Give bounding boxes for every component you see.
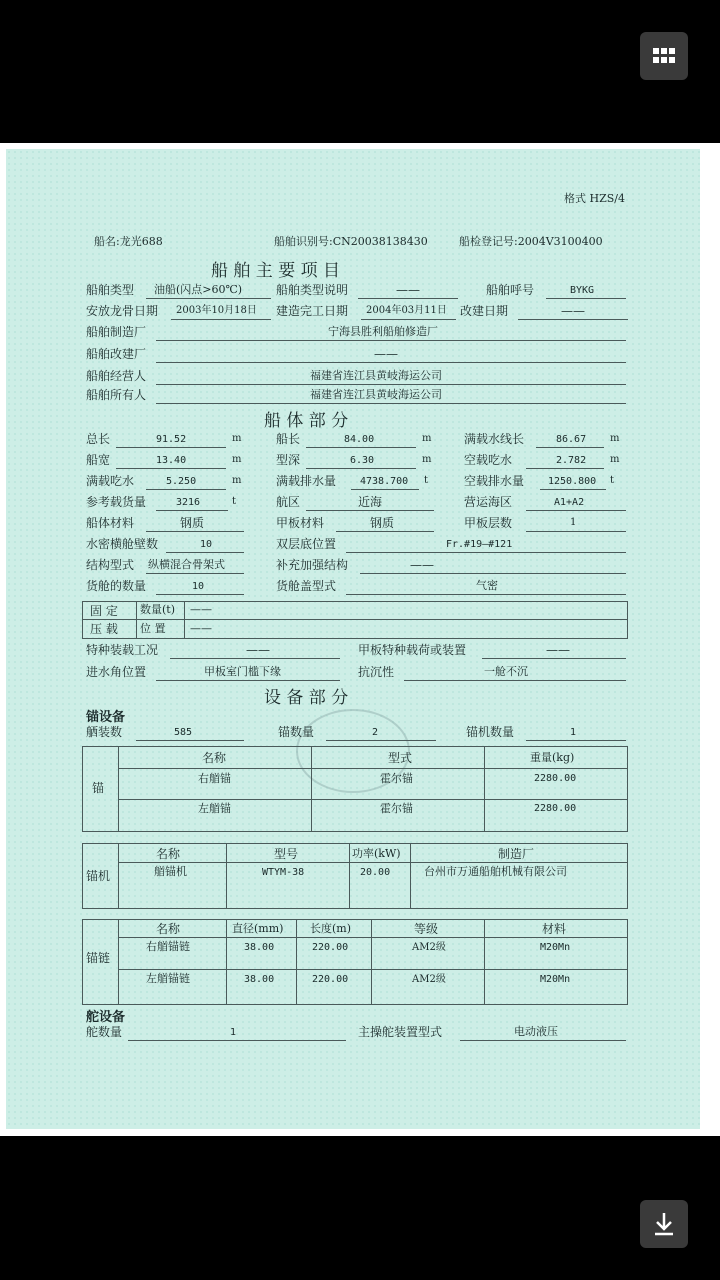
windlass-row-1-name: 艏锚机 bbox=[154, 865, 187, 878]
anchor-count-value: 2 bbox=[372, 727, 379, 738]
underline bbox=[116, 447, 226, 448]
lbp-label: 船长 bbox=[276, 432, 301, 446]
underline bbox=[156, 362, 626, 363]
grid-dot bbox=[661, 48, 667, 54]
windlass-header-name: 名称 bbox=[156, 847, 181, 861]
table-line bbox=[296, 919, 297, 1004]
underline bbox=[351, 489, 419, 490]
anchor-row-1-weight: 2280.00 bbox=[534, 773, 577, 784]
table-line bbox=[118, 919, 119, 1004]
light-displacement-value: 1250.800 bbox=[548, 476, 597, 487]
ship-name: 船名:龙光688 bbox=[94, 235, 163, 248]
chain-row-2-diameter: 38.00 bbox=[244, 974, 275, 985]
rebuilder-value: —— bbox=[374, 347, 398, 361]
table-line bbox=[118, 969, 627, 970]
table-line bbox=[484, 746, 485, 831]
deck-special-load-value: —— bbox=[546, 643, 570, 657]
navigation-area-value: 近海 bbox=[358, 495, 383, 509]
chain-row-1-name: 右艏锚链 bbox=[146, 940, 190, 953]
underline bbox=[156, 680, 340, 681]
anchor-row-2-name: 左艏锚 bbox=[198, 802, 231, 815]
table-line bbox=[118, 862, 627, 863]
underline bbox=[146, 573, 244, 574]
document-image bbox=[0, 143, 720, 1136]
underline bbox=[361, 319, 456, 320]
keel-date-value: 2003年10月18日 bbox=[176, 305, 257, 316]
windlass-count-label: 锚机数量 bbox=[466, 725, 515, 739]
navigation-area-label: 航区 bbox=[276, 495, 301, 509]
unit-m: m bbox=[610, 433, 620, 444]
keel-date-label: 安放龙骨日期 bbox=[86, 304, 159, 318]
deck-special-load-label: 甲板特种载荷或装置 bbox=[358, 643, 467, 657]
table-line bbox=[349, 843, 350, 908]
structure-value: 纵横混合骨架式 bbox=[148, 558, 225, 571]
underline bbox=[526, 740, 626, 741]
grid-dot bbox=[669, 57, 675, 63]
registry-number: 船检登记号:2004V3100400 bbox=[459, 235, 603, 248]
deck-material-value: 钢质 bbox=[370, 516, 395, 530]
chain-row-2-name: 左艏锚链 bbox=[146, 972, 190, 985]
chain-row-2-material: M20Mn bbox=[540, 974, 571, 985]
chain-row-1-length: 220.00 bbox=[312, 942, 349, 953]
unit-m: m bbox=[610, 454, 620, 465]
built-date-label: 建造完工日期 bbox=[276, 304, 349, 318]
chain-row-1-grade: AM2级 bbox=[412, 942, 446, 953]
underline bbox=[326, 740, 436, 741]
table-line bbox=[82, 619, 627, 620]
ballast-position-label: 位 置 bbox=[140, 622, 166, 635]
download-button[interactable] bbox=[640, 1200, 688, 1248]
download-icon bbox=[650, 1210, 678, 1238]
operator-label: 船舶经营人 bbox=[86, 369, 147, 383]
modification-date-value: —— bbox=[561, 304, 585, 318]
underline bbox=[482, 658, 626, 659]
anchor-header-type: 型式 bbox=[388, 751, 413, 765]
beam-label: 船宽 bbox=[86, 453, 111, 467]
anchor-row-1-type: 霍尔锚 bbox=[380, 772, 413, 785]
rudder-count-value: 1 bbox=[230, 1027, 237, 1038]
anchor-count-label: 锚数量 bbox=[278, 725, 315, 739]
underline bbox=[546, 298, 626, 299]
underline bbox=[518, 319, 628, 320]
callsign-label: 船舶呼号 bbox=[486, 283, 535, 297]
chain-row-1-material: M20Mn bbox=[540, 942, 571, 953]
grid-dot bbox=[661, 57, 667, 63]
callsign-value: BYKG bbox=[570, 285, 595, 296]
underline bbox=[166, 552, 244, 553]
reinforcement-label: 补充加强结构 bbox=[276, 558, 349, 572]
full-draft-value: 5.250 bbox=[166, 476, 197, 487]
ballast-quantity-label: 数量(t) bbox=[140, 603, 176, 616]
underline bbox=[116, 468, 226, 469]
underline bbox=[156, 403, 626, 404]
full-displacement-label: 满载排水量 bbox=[276, 474, 337, 488]
underline bbox=[156, 384, 626, 385]
ballast-ballast-label: 压 载 bbox=[90, 622, 118, 636]
certificate-sheet bbox=[6, 149, 700, 1129]
grid-menu-button[interactable] bbox=[640, 32, 688, 80]
underline bbox=[156, 510, 228, 511]
underline bbox=[540, 489, 606, 490]
table-line bbox=[226, 919, 227, 1004]
windlass-header-power: 功率(kW) bbox=[352, 847, 401, 860]
chain-header-grade: 等级 bbox=[414, 922, 439, 936]
windlass-row-1-maker: 台州市万通船舶机械有限公司 bbox=[424, 865, 567, 878]
steering-gear-label: 主操舵装置型式 bbox=[358, 1025, 443, 1039]
loa-value: 91.52 bbox=[156, 434, 187, 445]
double-bottom-value: Fr.#19—#121 bbox=[446, 539, 513, 550]
underline bbox=[360, 573, 626, 574]
table-line bbox=[118, 843, 119, 908]
grid-dot bbox=[653, 57, 659, 63]
equipment-number-value: 585 bbox=[174, 727, 193, 738]
full-draft-label: 满载吃水 bbox=[86, 474, 135, 488]
depth-value: 6.30 bbox=[350, 455, 375, 466]
underline bbox=[146, 489, 226, 490]
underline bbox=[346, 552, 626, 553]
unit-m: m bbox=[232, 475, 242, 486]
hull-material-label: 船体材料 bbox=[86, 516, 135, 530]
underline bbox=[136, 740, 244, 741]
deck-count-value: 1 bbox=[570, 517, 577, 528]
table-line bbox=[136, 601, 137, 638]
windlass-count-value: 1 bbox=[570, 727, 577, 738]
underline bbox=[460, 1040, 626, 1041]
bulkheads-label: 水密横舱壁数 bbox=[86, 537, 159, 551]
anchor-row-2-type: 霍尔锚 bbox=[380, 802, 413, 815]
chain-header-material: 材料 bbox=[542, 922, 567, 936]
chain-row-2-grade: AM2级 bbox=[412, 974, 446, 985]
anchor-equipment-heading: 锚设备 bbox=[86, 710, 126, 725]
modification-date-label: 改建日期 bbox=[460, 304, 509, 318]
underline bbox=[526, 531, 626, 532]
unsinkability-value: 一舱不沉 bbox=[484, 665, 528, 678]
owner-value: 福建省连江县黄岐海运公司 bbox=[310, 388, 442, 401]
hatch-cover-label: 货舱盖型式 bbox=[276, 579, 337, 593]
chain-header-length: 长度(m) bbox=[310, 922, 352, 935]
lwl-label: 满载水线长 bbox=[464, 432, 525, 446]
table-line bbox=[118, 768, 627, 769]
unit-m: m bbox=[232, 433, 242, 444]
full-displacement-value: 4738.700 bbox=[360, 476, 409, 487]
unit-t: t bbox=[232, 496, 237, 507]
table-line bbox=[311, 746, 312, 831]
underline bbox=[146, 298, 271, 299]
table-line bbox=[371, 919, 372, 1004]
built-date-value: 2004年03月11日 bbox=[366, 305, 447, 316]
builder-value: 宁海县胜利船舶修造厂 bbox=[328, 325, 438, 338]
table-line bbox=[410, 843, 411, 908]
ballast-quantity-value: —— bbox=[190, 603, 212, 616]
light-displacement-label: 空载排水量 bbox=[464, 474, 525, 488]
format-code: 格式 HZS/4 bbox=[564, 192, 625, 205]
chain-header-name: 名称 bbox=[156, 922, 181, 936]
steering-gear-value: 电动液压 bbox=[514, 1025, 558, 1038]
operator-value: 福建省连江县黄岐海运公司 bbox=[310, 369, 442, 382]
unit-t: t bbox=[424, 475, 429, 486]
light-draft-value: 2.782 bbox=[556, 455, 587, 466]
hull-material-value: 钢质 bbox=[180, 516, 205, 530]
windlass-row-1-model: WTYM-38 bbox=[262, 867, 305, 878]
owner-label: 船舶所有人 bbox=[86, 388, 147, 402]
underline bbox=[128, 1040, 346, 1041]
equipment-number-label: 舾装数 bbox=[86, 725, 123, 739]
grid-dot bbox=[669, 48, 675, 54]
ship-type-label: 船舶类型 bbox=[86, 283, 135, 297]
table-line bbox=[484, 919, 485, 1004]
depth-label: 型深 bbox=[276, 453, 301, 467]
double-bottom-label: 双层底位置 bbox=[276, 537, 337, 551]
anchor-header-name: 名称 bbox=[202, 751, 227, 765]
table-line bbox=[118, 937, 627, 938]
table-line bbox=[226, 843, 227, 908]
hull-section-title: 船 体 部 分 bbox=[264, 411, 349, 431]
unit-m: m bbox=[422, 454, 432, 465]
loa-label: 总长 bbox=[86, 432, 111, 446]
special-loading-label: 特种装载工况 bbox=[86, 643, 159, 657]
underline bbox=[526, 510, 626, 511]
special-loading-value: —— bbox=[246, 643, 270, 657]
windlass-header-model: 型号 bbox=[274, 847, 299, 861]
underline bbox=[171, 319, 271, 320]
underline bbox=[358, 298, 458, 299]
bulkheads-value: 10 bbox=[200, 539, 213, 550]
table-line bbox=[118, 746, 119, 831]
rudder-count-label: 舵数量 bbox=[86, 1025, 123, 1039]
unit-t: t bbox=[610, 475, 615, 486]
ship-type-desc-value: —— bbox=[396, 283, 420, 297]
lwl-value: 86.67 bbox=[556, 434, 587, 445]
hatch-cover-value: 气密 bbox=[476, 579, 498, 592]
underline bbox=[336, 531, 434, 532]
underline bbox=[404, 680, 626, 681]
underline bbox=[146, 531, 244, 532]
main-items-title: 船 舶 主 要 项 目 bbox=[211, 261, 341, 281]
ship-id: 船舶识别号:CN20038138430 bbox=[274, 235, 428, 248]
light-draft-label: 空载吃水 bbox=[464, 453, 513, 467]
holds-label: 货舱的数量 bbox=[86, 579, 147, 593]
underline bbox=[346, 594, 626, 595]
anchor-header-weight: 重量(kg) bbox=[530, 751, 575, 764]
unsinkability-label: 抗沉性 bbox=[358, 665, 395, 679]
table-line bbox=[184, 601, 185, 638]
underline bbox=[306, 468, 416, 469]
underline bbox=[536, 447, 604, 448]
underline bbox=[306, 510, 434, 511]
service-area-label: 营运海区 bbox=[464, 495, 513, 509]
chain-row-1-diameter: 38.00 bbox=[244, 942, 275, 953]
unit-m: m bbox=[232, 454, 242, 465]
windlass-header-maker: 制造厂 bbox=[498, 847, 535, 861]
ship-type-value: 油船(闪点>60℃) bbox=[154, 283, 243, 296]
ballast-fixed-label: 固 定 bbox=[90, 604, 118, 618]
underline bbox=[156, 594, 244, 595]
flooding-angle-label: 进水角位置 bbox=[86, 665, 147, 679]
equipment-section-title: 设 备 部 分 bbox=[264, 688, 349, 708]
holds-value: 10 bbox=[192, 581, 205, 592]
lbp-value: 84.00 bbox=[344, 434, 375, 445]
builder-label: 船舶制造厂 bbox=[86, 325, 147, 339]
flooding-angle-value: 甲板室门槛下缘 bbox=[204, 665, 281, 678]
rudder-equipment-heading: 舵设备 bbox=[86, 1010, 126, 1025]
anchor-row-1-name: 右艏锚 bbox=[198, 772, 231, 785]
ballast-position-value: —— bbox=[190, 622, 212, 635]
underline bbox=[170, 658, 340, 659]
unit-m: m bbox=[422, 433, 432, 444]
windlass-row-1-power: 20.00 bbox=[360, 867, 391, 878]
deck-material-label: 甲板材料 bbox=[276, 516, 325, 530]
rebuilder-label: 船舶改建厂 bbox=[86, 347, 147, 361]
deadweight-label: 参考载货量 bbox=[86, 495, 147, 509]
chain-header-diameter: 直径(mm) bbox=[232, 922, 284, 935]
reinforcement-value: —— bbox=[410, 558, 434, 572]
structure-label: 结构型式 bbox=[86, 558, 135, 572]
grid-dot bbox=[653, 48, 659, 54]
underline bbox=[526, 468, 604, 469]
chain-table-label: 锚链 bbox=[86, 951, 111, 965]
service-area-value: A1+A2 bbox=[554, 497, 585, 508]
deadweight-value: 3216 bbox=[176, 497, 201, 508]
deck-count-label: 甲板层数 bbox=[464, 516, 513, 530]
ship-type-desc-label: 船舶类型说明 bbox=[276, 283, 349, 297]
underline bbox=[156, 340, 626, 341]
beam-value: 13.40 bbox=[156, 455, 187, 466]
table-line bbox=[118, 799, 627, 800]
anchor-row-2-weight: 2280.00 bbox=[534, 803, 577, 814]
windlass-table-label: 锚机 bbox=[86, 869, 111, 883]
chain-row-2-length: 220.00 bbox=[312, 974, 349, 985]
underline bbox=[306, 447, 416, 448]
anchor-table-label: 锚 bbox=[92, 781, 105, 795]
